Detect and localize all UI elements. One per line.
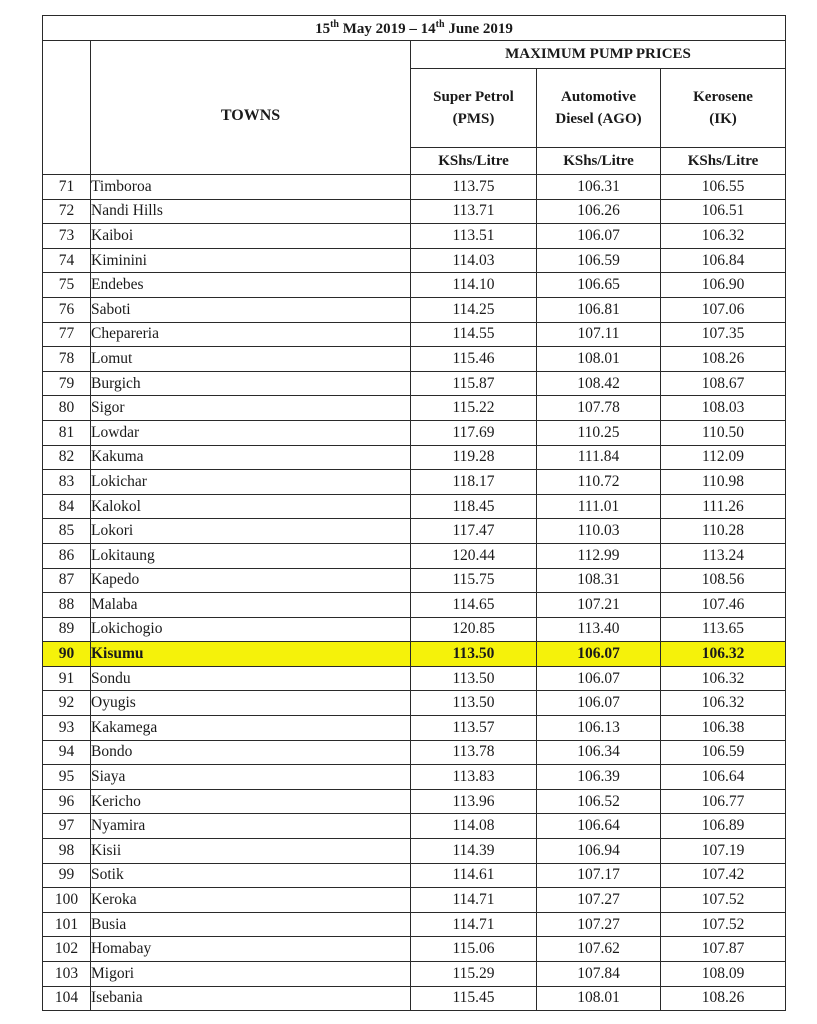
table-row [43, 716, 786, 741]
ik-price: 113.24 [661, 543, 786, 568]
ik-price: 107.35 [661, 322, 786, 347]
row-number: 103 [43, 962, 91, 987]
town-name: Sotik [91, 863, 411, 888]
pms-header: Super Petrol (PMS) [411, 69, 537, 148]
ago-header: Automotive Diesel (AGO) [537, 69, 661, 148]
row-number: 100 [43, 888, 91, 913]
ik-header: Kerosene (IK) [661, 69, 786, 148]
row-number: 87 [43, 568, 91, 593]
town-name: Lokori [91, 519, 411, 544]
town-name: Oyugis [91, 691, 411, 716]
ik-price: 106.59 [661, 740, 786, 765]
row-number: 73 [43, 224, 91, 249]
ago-price: 107.21 [537, 593, 661, 618]
town-name: Timboroa [91, 175, 411, 200]
table-row [43, 937, 786, 962]
ago-price: 106.65 [537, 273, 661, 298]
pms-price: 118.17 [411, 470, 537, 495]
price-rows [43, 175, 786, 1011]
table-row [43, 199, 786, 224]
town-name: Lowdar [91, 420, 411, 445]
row-number: 72 [43, 199, 91, 224]
ik-price: 108.26 [661, 986, 786, 1011]
ago-price: 110.03 [537, 519, 661, 544]
town-name: Keroka [91, 888, 411, 913]
pms-unit: KShs/Litre [411, 148, 537, 175]
table-row [43, 986, 786, 1011]
town-name: Nyamira [91, 814, 411, 839]
town-name: Kisumu [91, 642, 411, 667]
ago-price: 108.01 [537, 347, 661, 372]
row-number: 89 [43, 617, 91, 642]
pms-price: 114.71 [411, 888, 537, 913]
ago-price: 106.94 [537, 839, 661, 864]
ago-price: 111.84 [537, 445, 661, 470]
ago-price: 106.34 [537, 740, 661, 765]
ik-price: 108.09 [661, 962, 786, 987]
table-row [43, 175, 786, 200]
ago-price: 106.52 [537, 789, 661, 814]
ik-price: 106.89 [661, 814, 786, 839]
row-number: 93 [43, 716, 91, 741]
ago-price: 107.27 [537, 912, 661, 937]
period-title: 15th May 2019 – 14th June 2019 [43, 16, 786, 41]
row-number: 74 [43, 248, 91, 273]
table-row [43, 593, 786, 618]
ik-price: 108.26 [661, 347, 786, 372]
row-number: 85 [43, 519, 91, 544]
ik-price: 108.56 [661, 568, 786, 593]
ago-unit: KShs/Litre [537, 148, 661, 175]
ago-price: 108.42 [537, 371, 661, 396]
row-number: 90 [43, 642, 91, 667]
town-name: Endebes [91, 273, 411, 298]
table-row [43, 519, 786, 544]
row-number: 88 [43, 593, 91, 618]
ago-price: 106.64 [537, 814, 661, 839]
ago-price: 107.78 [537, 396, 661, 421]
row-number: 101 [43, 912, 91, 937]
pms-price: 114.03 [411, 248, 537, 273]
pms-price: 113.50 [411, 642, 537, 667]
table-row [43, 789, 786, 814]
ik-price: 106.32 [661, 642, 786, 667]
max-pump-prices-header: MAXIMUM PUMP PRICES [411, 41, 786, 69]
row-number: 79 [43, 371, 91, 396]
ik-price: 107.52 [661, 888, 786, 913]
ik-price: 108.67 [661, 371, 786, 396]
pms-price: 114.65 [411, 593, 537, 618]
town-name: Lokichar [91, 470, 411, 495]
town-name: Lomut [91, 347, 411, 372]
town-name: Malaba [91, 593, 411, 618]
ago-price: 110.72 [537, 470, 661, 495]
ago-price: 106.31 [537, 175, 661, 200]
row-number: 83 [43, 470, 91, 495]
town-name: Saboti [91, 297, 411, 322]
row-number: 92 [43, 691, 91, 716]
table-row [43, 863, 786, 888]
pms-price: 113.75 [411, 175, 537, 200]
table-row-highlighted [43, 642, 786, 667]
ik-price: 106.32 [661, 666, 786, 691]
pms-price: 115.45 [411, 986, 537, 1011]
pms-price: 113.83 [411, 765, 537, 790]
pms-price: 114.08 [411, 814, 537, 839]
row-number: 75 [43, 273, 91, 298]
pms-price: 114.61 [411, 863, 537, 888]
row-number: 78 [43, 347, 91, 372]
row-number: 77 [43, 322, 91, 347]
table-row [43, 322, 786, 347]
town-name: Kakamega [91, 716, 411, 741]
ik-price: 107.46 [661, 593, 786, 618]
row-number: 76 [43, 297, 91, 322]
row-number: 98 [43, 839, 91, 864]
pms-price: 114.55 [411, 322, 537, 347]
pms-price: 115.06 [411, 937, 537, 962]
ago-price: 107.62 [537, 937, 661, 962]
table-row [43, 420, 786, 445]
town-name: Burgich [91, 371, 411, 396]
pms-price: 117.69 [411, 420, 537, 445]
table-row [43, 814, 786, 839]
ik-price: 106.90 [661, 273, 786, 298]
ik-price: 110.28 [661, 519, 786, 544]
ik-price: 112.09 [661, 445, 786, 470]
ik-price: 106.84 [661, 248, 786, 273]
table-row [43, 347, 786, 372]
table-row [43, 962, 786, 987]
town-name: Kiminini [91, 248, 411, 273]
town-name: Siaya [91, 765, 411, 790]
ik-price: 107.06 [661, 297, 786, 322]
ik-price: 106.51 [661, 199, 786, 224]
pms-price: 113.78 [411, 740, 537, 765]
pms-price: 115.87 [411, 371, 537, 396]
ago-price: 106.07 [537, 666, 661, 691]
pms-price: 119.28 [411, 445, 537, 470]
pms-price: 115.22 [411, 396, 537, 421]
town-name: Chepareria [91, 322, 411, 347]
town-name: Sondu [91, 666, 411, 691]
table-row [43, 494, 786, 519]
pms-price: 120.44 [411, 543, 537, 568]
number-column-header [43, 41, 91, 175]
table-row [43, 396, 786, 421]
ik-price: 110.50 [661, 420, 786, 445]
town-name: Migori [91, 962, 411, 987]
pms-price: 118.45 [411, 494, 537, 519]
ago-price: 106.07 [537, 691, 661, 716]
ago-price: 106.59 [537, 248, 661, 273]
ago-price: 111.01 [537, 494, 661, 519]
table-row [43, 371, 786, 396]
ago-price: 107.84 [537, 962, 661, 987]
ik-price: 108.03 [661, 396, 786, 421]
table-row [43, 543, 786, 568]
ik-unit: KShs/Litre [661, 148, 786, 175]
ik-price: 110.98 [661, 470, 786, 495]
ik-price: 107.52 [661, 912, 786, 937]
table-row [43, 765, 786, 790]
towns-header: TOWNS [91, 41, 411, 175]
pms-price: 115.75 [411, 568, 537, 593]
row-number: 97 [43, 814, 91, 839]
town-name: Homabay [91, 937, 411, 962]
row-number: 99 [43, 863, 91, 888]
pms-price: 120.85 [411, 617, 537, 642]
ik-price: 113.65 [661, 617, 786, 642]
ik-price: 107.19 [661, 839, 786, 864]
pms-price: 113.71 [411, 199, 537, 224]
table-row [43, 445, 786, 470]
ago-price: 107.17 [537, 863, 661, 888]
ik-price: 111.26 [661, 494, 786, 519]
period-row [43, 16, 786, 41]
town-name: Kisii [91, 839, 411, 864]
ago-price: 106.07 [537, 642, 661, 667]
ago-price: 106.07 [537, 224, 661, 249]
pms-price: 114.71 [411, 912, 537, 937]
pms-price: 114.39 [411, 839, 537, 864]
row-number: 86 [43, 543, 91, 568]
table-row [43, 888, 786, 913]
row-number: 81 [43, 420, 91, 445]
row-number: 95 [43, 765, 91, 790]
town-name: Kericho [91, 789, 411, 814]
ago-price: 112.99 [537, 543, 661, 568]
row-number: 91 [43, 666, 91, 691]
ago-price: 107.11 [537, 322, 661, 347]
town-name: Bondo [91, 740, 411, 765]
table-row [43, 248, 786, 273]
table-row [43, 470, 786, 495]
table-row [43, 568, 786, 593]
ik-price: 107.87 [661, 937, 786, 962]
price-table [42, 15, 786, 1011]
row-number: 84 [43, 494, 91, 519]
town-name: Kapedo [91, 568, 411, 593]
table-row [43, 839, 786, 864]
pms-price: 115.46 [411, 347, 537, 372]
town-name: Kakuma [91, 445, 411, 470]
table-row [43, 666, 786, 691]
ago-price: 108.31 [537, 568, 661, 593]
ago-price: 106.81 [537, 297, 661, 322]
ik-price: 106.38 [661, 716, 786, 741]
ago-price: 107.27 [537, 888, 661, 913]
town-name: Isebania [91, 986, 411, 1011]
ik-price: 106.64 [661, 765, 786, 790]
table-row [43, 273, 786, 298]
row-number: 102 [43, 937, 91, 962]
pms-price: 113.50 [411, 691, 537, 716]
ago-price: 106.39 [537, 765, 661, 790]
row-number: 94 [43, 740, 91, 765]
pms-price: 114.10 [411, 273, 537, 298]
ik-price: 106.32 [661, 691, 786, 716]
table-row [43, 297, 786, 322]
ik-price: 106.77 [661, 789, 786, 814]
pms-price: 114.25 [411, 297, 537, 322]
town-name: Lokichogio [91, 617, 411, 642]
town-name: Busia [91, 912, 411, 937]
town-name: Kaiboi [91, 224, 411, 249]
pms-price: 113.57 [411, 716, 537, 741]
pms-price: 113.51 [411, 224, 537, 249]
table-row [43, 912, 786, 937]
table-row [43, 224, 786, 249]
pms-price: 113.96 [411, 789, 537, 814]
ago-price: 108.01 [537, 986, 661, 1011]
row-number: 104 [43, 986, 91, 1011]
pms-price: 117.47 [411, 519, 537, 544]
table-row [43, 691, 786, 716]
ik-price: 106.32 [661, 224, 786, 249]
table-row [43, 740, 786, 765]
ik-price: 106.55 [661, 175, 786, 200]
town-name: Nandi Hills [91, 199, 411, 224]
ago-price: 110.25 [537, 420, 661, 445]
ago-price: 113.40 [537, 617, 661, 642]
ik-price: 107.42 [661, 863, 786, 888]
group-header-row [43, 41, 786, 69]
table-row [43, 617, 786, 642]
ago-price: 106.26 [537, 199, 661, 224]
ago-price: 106.13 [537, 716, 661, 741]
town-name: Sigor [91, 396, 411, 421]
row-number: 71 [43, 175, 91, 200]
pms-price: 113.50 [411, 666, 537, 691]
town-name: Lokitaung [91, 543, 411, 568]
row-number: 96 [43, 789, 91, 814]
pms-price: 115.29 [411, 962, 537, 987]
row-number: 80 [43, 396, 91, 421]
town-name: Kalokol [91, 494, 411, 519]
row-number: 82 [43, 445, 91, 470]
